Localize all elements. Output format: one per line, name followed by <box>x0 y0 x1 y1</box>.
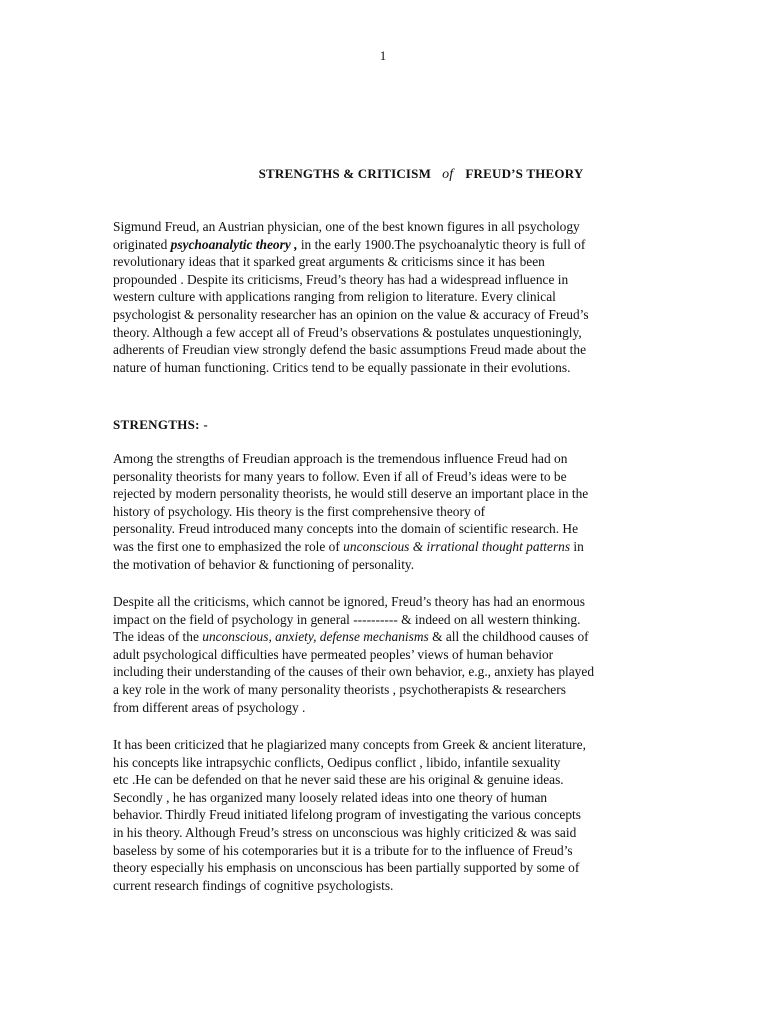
text-line: personality. Freud introduced many concepts into the domain of scientific research. He <box>113 521 579 537</box>
text-line: It has been criticized that he plagiarized many concepts from Greek & ancient literature, <box>113 737 586 752</box>
strengths-heading: STRENGTHS: - <box>113 417 208 432</box>
emphasis-psychoanalytic-theory: psychoanalytic theory , <box>170 236 298 252</box>
text-line: a key role in the work of many personality theorists , psychotherapists & researchers <box>113 681 566 697</box>
page-number: 1 <box>379 48 387 63</box>
text-line: rejected by modern personality theorists, he would still deserve an important place in the <box>113 486 589 502</box>
text-line: originated psychoanalytic theory , in the early 1900.The psychoanalytic theory is full of <box>113 236 586 252</box>
text-line: propounded . Despite its criticisms, Freud’s theory has had a widespread influence in <box>113 271 569 287</box>
emphasis-unconscious-patterns: unconscious & irrational thought patterns <box>343 538 571 554</box>
title-of-word: of <box>442 167 454 182</box>
text-line: theory especially his emphasis on unconscious has been partially supported by some of <box>113 860 580 876</box>
text-line: impact on the field of psychology in general ---------- & indeed on all western thinking. <box>113 611 581 627</box>
text-line: Sigmund Freud, an Austrian physician, one of the best known figures in all psychology <box>113 219 580 234</box>
text-line: etc .He can be defended on that he never said these are his original & genuine ideas. <box>113 772 564 788</box>
text-line: adherents of Freudian view strongly defend the basic assumptions Freud made about the <box>113 342 587 358</box>
strengths-paragraph-1 <box>113 450 653 573</box>
text-line: adult psychological difficulties have permeated peoples’ views of human behavior <box>113 646 554 662</box>
text-line: behavior. Thirdly Freud initiated lifelong program of investigating the various concepts <box>113 807 581 823</box>
text-line: nature of human functioning. Critics tend to be equally passionate in their evolutions. <box>113 359 571 375</box>
text-line: was the first one to emphasized the role of unconscious & irrational thought patterns in <box>113 538 584 554</box>
document-title <box>0 166 768 183</box>
text-line: western culture with applications ranging from religion to literature. Every clinical <box>113 289 556 305</box>
intro-paragraph <box>113 218 653 376</box>
strengths-paragraph-2 <box>113 593 653 716</box>
text-line: revolutionary ideas that it sparked great arguments & criticisms since it has been <box>113 254 545 270</box>
strengths-paragraph-3 <box>113 736 653 894</box>
text-line: current research findings of cognitive psychologists. <box>113 877 394 893</box>
text-line: baseless by some of his cotemporaries but it is a tribute for to the influence of Freud’s <box>113 842 573 858</box>
text-line: including their understanding of the causes of their own behavior, e.g., anxiety has played <box>113 664 595 680</box>
title-part-2: FREUD’S THEORY <box>465 166 584 181</box>
text-line: the motivation of behavior & functioning of personality. <box>113 556 415 572</box>
text-line: his concepts like intrapsychic conflicts, Oedipus conflict , libido, infantile sexuality <box>113 754 561 770</box>
title-part-1: STRENGTHS & CRITICISM <box>258 166 432 181</box>
text-line: personality theorists for many years to follow. Even if all of Freud’s ideas were to be <box>113 468 567 484</box>
text-line: in his theory. Although Freud’s stress on unconscious was highly criticized & was said <box>113 824 577 840</box>
text-line: history of psychology. His theory is the first comprehensive theory of <box>113 503 486 519</box>
text-line: from different areas of psychology . <box>113 699 306 715</box>
emphasis-unconscious-anxiety: unconscious, anxiety, defense mechanisms <box>202 629 429 645</box>
text-line: Among the strengths of Freudian approach is the tremendous influence Freud had on <box>113 451 568 466</box>
text-line: psychologist & personality researcher has an opinion on the value & accuracy of Freud’s <box>113 306 589 322</box>
text-line: The ideas of the unconscious, anxiety, defense mechanisms & all the childhood causes of <box>113 629 589 645</box>
text-line: Despite all the criticisms, which cannot be ignored, Freud’s theory has had an enormous <box>113 594 585 609</box>
text-line: theory. Although a few accept all of Freud’s observations & postulates unquestioningly, <box>113 324 582 340</box>
text-line: Secondly , he has organized many loosely related ideas into one theory of human <box>113 789 548 805</box>
